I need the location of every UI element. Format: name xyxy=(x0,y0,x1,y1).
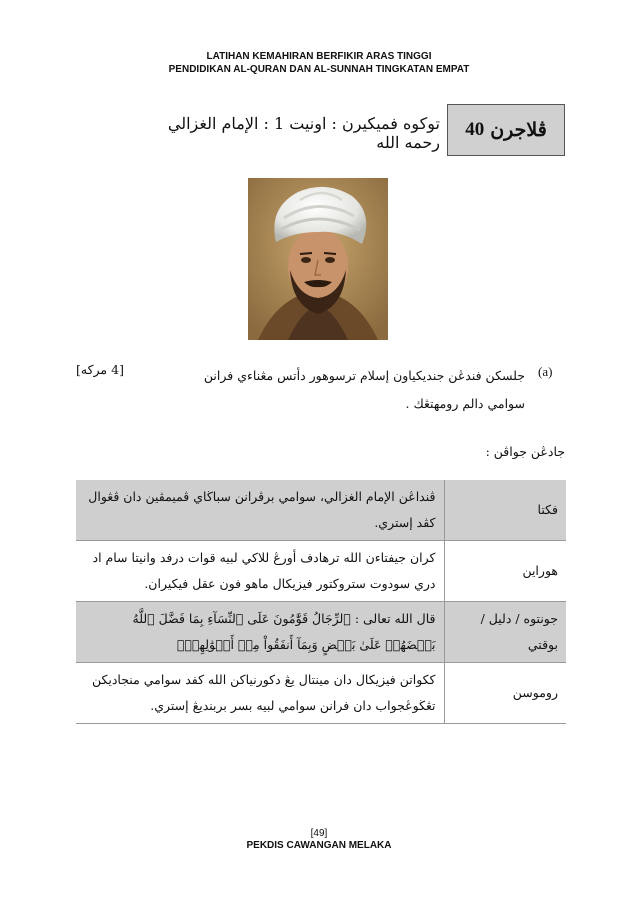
table-row-term: فكتا xyxy=(537,502,558,517)
lesson-title-row xyxy=(140,104,565,156)
question-text: جلسكن فندڠن جنديكياون إسلام ترسوهور دأتس مڠناءي فرانن سوامي دالم رومهتڠك . xyxy=(203,368,525,411)
lesson-title: توكوه فميكيرن : اونيت 1 : الإمام الغزالي رحمه الله xyxy=(167,114,440,152)
table-row-term: هوراين xyxy=(522,563,558,578)
header-line-2: PENDIDIKAN AL-QURAN DAN AL-SUNNAH TINGKATAN EMPAT xyxy=(168,64,470,75)
table-row-description: ككواتن فيزيكال دان مينتال يڠ دكورنياكن الله كفد سوامي منجاديكن تڠڬوڠجواب دان فرانن سوامي لبيه بسر بربنديڠ إستري. xyxy=(76,663,444,724)
table-row-term: جونتوه / دليل / بوقتي xyxy=(480,611,558,652)
answer-label: جادڠن جواڤن : xyxy=(485,444,565,459)
document-footer xyxy=(0,828,638,852)
table-row-description: قال الله تعالى : ٱلرِّجَالُ قَوَّٰمُونَ عَلَى ٱلنِّسَآءِ بِمَا فَضَّلَ ٱللَّهُ بَعۡضَهُمۡ عَلَىٰ بَعۡضٍ وَبِمَآ أَنفَقُواْ مِنۡ أَمۡوَٰلِهِمۡۚ xyxy=(76,602,444,663)
portrait-image xyxy=(248,178,388,340)
table-row xyxy=(76,480,566,541)
lesson-number: 40 xyxy=(465,119,485,140)
header-line-1: LATIHAN KEMAHIRAN BERFIKIR ARAS TINGGI xyxy=(206,51,432,62)
answer-table xyxy=(76,480,566,724)
page-number: [49] xyxy=(310,828,328,839)
table-row-term: روموسن xyxy=(512,685,558,700)
lesson-word: ڤلاجرن xyxy=(490,119,547,141)
table-row-description: كران جيفتاءن الله ترهادف أورڠ للاكي لبيه قوات درفد وانيتا سام اد دري سودوت ستروكتور فيزيكال ماهو فون عقل فيكيران. xyxy=(76,541,444,602)
table-row xyxy=(76,541,566,602)
lesson-number-box xyxy=(447,104,565,156)
table-row-description: ڤنداڠن الإمام الغزالي، سوامي برڤرانن سباڬاي ڤميمڤين دان ڤڠوال كڤد إستري. xyxy=(76,480,444,541)
question-label: (a) xyxy=(538,364,553,379)
footer-organization: PEKDIS CAWANGAN MELAKA xyxy=(246,840,392,851)
portrait-illustration xyxy=(248,178,388,340)
document-header xyxy=(0,50,638,76)
question-marks: [4 مركه] xyxy=(76,362,124,377)
table-row xyxy=(76,663,566,724)
table-row xyxy=(76,602,566,663)
